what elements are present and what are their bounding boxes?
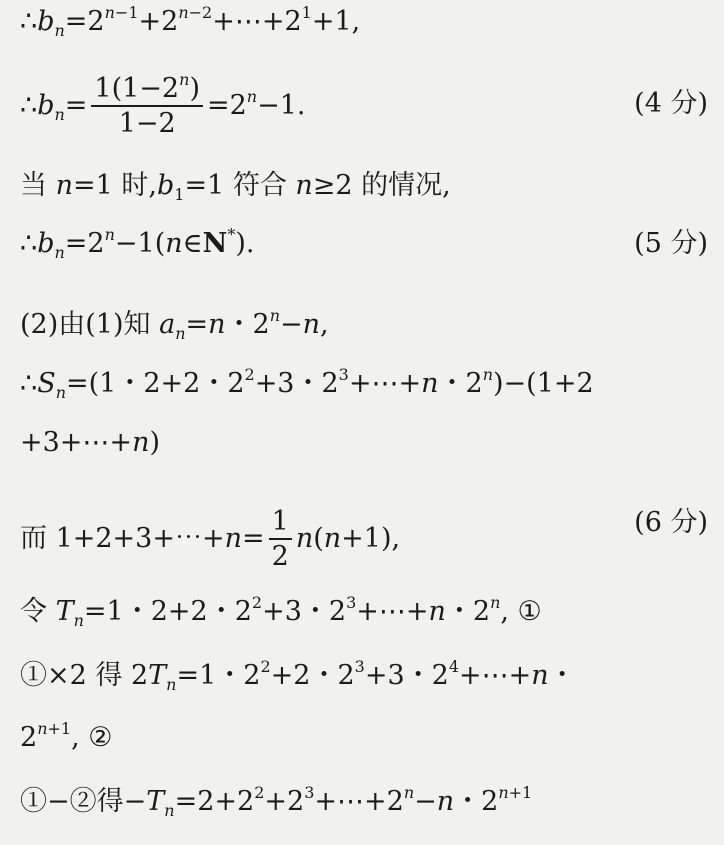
- fraction: $\frac{1}{2}$: [269, 507, 292, 572]
- score-6: (6 分): [634, 507, 708, 538]
- fraction: $\frac{1(1-2^n)}{1-2}$: [91, 74, 203, 139]
- line-tn-definition: 令 $T_n=1$・2+2・$2^2+3$・$2^3+\cdots+n$・2$^n$, ①: [20, 593, 542, 630]
- line-sn-expression: $\therefore S_n=(1$・2+2・$2^2+3$・$2^3+\cdots+n$・$2^n)-(1+2$: [20, 365, 594, 402]
- line-arith-sum: 而 1+2+3+⋯+n= $\frac{1}{2}$ n(n+1),: [20, 506, 401, 572]
- score-5: (5 分): [634, 228, 708, 259]
- line-bn-geometric: $\therefore b_n=$ $\frac{1(1-2^n)}{1-2}$ $=2^n-1$.: [20, 70, 306, 139]
- line-2tn-cont: $2^{n+1}$, ②: [20, 719, 113, 753]
- line-2tn: ①×2 得 $2T_n=1$・$2^2+2$・$2^3+3$・$2^4+\cdots+n$・: [20, 657, 576, 694]
- line-bn-sum: $\therefore b_n=2^{n-1}+2^{n-2}+\cdots+2^1+1$,: [20, 3, 361, 40]
- line-n-equals-1-check: 当 n=1 时$,b_1=1$ 符合 n≥2 的情况,: [20, 170, 451, 204]
- line-part2-an: (2)由(1)知 $a_n=n$・$2^n-n$,: [20, 306, 329, 343]
- line-subtract: ①−②得$-T_n=2+2^2+2^3+\cdots+2^n-n$・$2^{n+1}$: [20, 783, 533, 820]
- line-bn-result: $\therefore b_n=2^n-1(n\in N^*)$.: [20, 225, 255, 262]
- score-4: (4 分): [634, 88, 708, 119]
- line-sn-expression-cont: +3+⋯+n): [20, 427, 160, 458]
